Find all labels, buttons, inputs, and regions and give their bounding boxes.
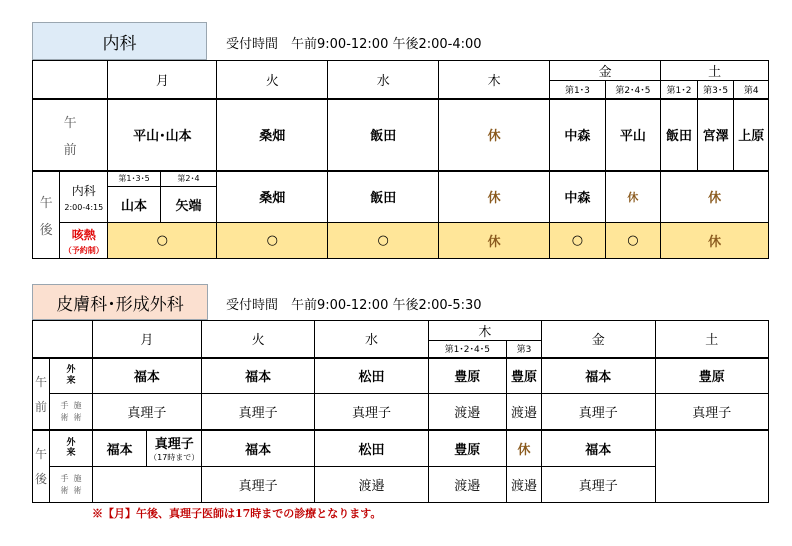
naika-day-sat: 土 bbox=[661, 61, 769, 81]
naika-sat-week-3: 第4 bbox=[734, 81, 769, 99]
hifuka-schedule-table bbox=[32, 320, 769, 503]
hifuka-title: 皮膚科･形成外科 bbox=[32, 284, 208, 320]
naika-day-wed: 水 bbox=[328, 61, 439, 99]
hifuka-pm-label: 午 後 bbox=[33, 430, 50, 503]
hifuka-am-gairai-tue: 福本 bbox=[201, 358, 314, 394]
hifuka-pm-shisetsu-mon bbox=[92, 467, 201, 503]
naika-pm-mon-week-1: 第1･3･5 bbox=[108, 171, 160, 187]
hifuka-day-wed: 水 bbox=[315, 321, 428, 358]
naika-title: 内科 bbox=[32, 22, 207, 60]
hifuka-pm-gairai-tue: 福本 bbox=[201, 430, 314, 467]
naika-am-fri-2: 平山 bbox=[605, 99, 661, 171]
naika-hours: 受付時間 午前9:00-12:00 午後2:00-4:00 bbox=[226, 37, 482, 52]
hifuka-am-shisetsu-sat: 真理子 bbox=[655, 394, 769, 430]
naika-day-thu: 木 bbox=[439, 61, 550, 99]
naika-am-sat-3: 上原 bbox=[734, 99, 769, 171]
hifuka-am-gairai-mon: 福本 bbox=[92, 358, 201, 394]
naika-pm-label: 午 後 bbox=[33, 171, 60, 259]
hifuka-day-mon: 月 bbox=[92, 321, 201, 358]
naika-day-fri: 金 bbox=[550, 61, 661, 81]
hifuka-pm-sat bbox=[655, 430, 769, 503]
naika-day-tue: 火 bbox=[217, 61, 328, 99]
naika-pm-mon-1: 山本 bbox=[108, 187, 160, 223]
hifuka-pm-gairai-label: 外 来 bbox=[50, 430, 93, 467]
naika-fever-fri-2: ○ bbox=[605, 223, 661, 259]
naika-pm-thu: 休 bbox=[439, 171, 550, 223]
naika-am-thu: 休 bbox=[439, 99, 550, 171]
hifuka-day-thu: 木 bbox=[428, 321, 541, 341]
naika-fever-sat: 休 bbox=[661, 223, 769, 259]
hifuka-pm-gairai-fri: 福本 bbox=[542, 430, 655, 467]
naika-fever-fri-1: ○ bbox=[550, 223, 605, 259]
naika-fri-week-2: 第2･4･5 bbox=[605, 81, 661, 99]
hifuka-corner bbox=[33, 321, 93, 358]
naika-pm-naika-label: 内科 2:00-4:15 bbox=[60, 171, 108, 223]
naika-fever-tue: ○ bbox=[217, 223, 328, 259]
hifuka-hours: 受付時間 午前9:00-12:00 午後2:00-5:30 bbox=[226, 298, 482, 313]
hifuka-day-fri: 金 bbox=[542, 321, 655, 358]
hifuka-footnote: ※【月】午後、真理子医師は17時までの診療となります。 bbox=[92, 507, 382, 520]
hifuka-am-label: 午 前 bbox=[33, 358, 50, 430]
naika-am-sat-1: 飯田 bbox=[661, 99, 698, 171]
hifuka-am-shisetsu-thu-2: 渡邉 bbox=[506, 394, 541, 430]
hifuka-day-sat: 土 bbox=[655, 321, 769, 358]
hifuka-thu-week-1: 第1･2･4･5 bbox=[428, 341, 506, 358]
hifuka-am-gairai-label: 外 来 bbox=[50, 358, 93, 394]
hifuka-am-gairai-sat: 豊原 bbox=[655, 358, 769, 394]
naika-am-label: 午 前 bbox=[33, 99, 108, 171]
hifuka-am-shisetsu-thu-1: 渡邉 bbox=[428, 394, 506, 430]
hifuka-am-shisetsu-fri: 真理子 bbox=[542, 394, 655, 430]
naika-am-sat-2: 宮澤 bbox=[697, 99, 734, 171]
hifuka-pm-gairai-thu-1: 豊原 bbox=[428, 430, 506, 467]
hifuka-am-shisetsu-wed: 真理子 bbox=[315, 394, 428, 430]
naika-pm-fri-2: 休 bbox=[605, 171, 661, 223]
naika-am-tue: 桑畑 bbox=[217, 99, 328, 171]
naika-fever-label: 咳熱 （予約制） bbox=[60, 223, 108, 259]
naika-pm-sat: 休 bbox=[661, 171, 769, 223]
hifuka-pm-gairai-wed: 松田 bbox=[315, 430, 428, 467]
naika-day-mon: 月 bbox=[108, 61, 217, 99]
naika-sat-week-2: 第3･5 bbox=[697, 81, 734, 99]
hifuka-pm-gairai-mon-1: 福本 bbox=[92, 430, 147, 467]
naika-am-mon: 平山･山本 bbox=[108, 99, 217, 171]
naika-schedule-table bbox=[32, 60, 769, 259]
naika-pm-tue: 桑畑 bbox=[217, 171, 328, 223]
hifuka-pm-shisetsu-thu-2: 渡邉 bbox=[506, 467, 541, 503]
hifuka-pm-gairai-mon-2: 真理子 （17時まで） bbox=[147, 430, 202, 467]
hifuka-am-gairai-wed: 松田 bbox=[315, 358, 428, 394]
hifuka-pm-shujutsu-label: 手 施 術 術 bbox=[50, 467, 93, 503]
hifuka-am-gairai-thu-2: 豊原 bbox=[506, 358, 541, 394]
naika-am-wed: 飯田 bbox=[328, 99, 439, 171]
naika-fever-wed: ○ bbox=[328, 223, 439, 259]
naika-corner bbox=[33, 61, 108, 99]
naika-fri-week-1: 第1･3 bbox=[550, 81, 605, 99]
naika-pm-fri-1: 中森 bbox=[550, 171, 605, 223]
naika-am-fri-1: 中森 bbox=[550, 99, 605, 171]
hifuka-am-gairai-fri: 福本 bbox=[542, 358, 655, 394]
hifuka-pm-gairai-thu-2: 休 bbox=[506, 430, 541, 467]
hifuka-pm-shisetsu-thu-1: 渡邉 bbox=[428, 467, 506, 503]
hifuka-day-tue: 火 bbox=[201, 321, 314, 358]
hifuka-pm-shisetsu-fri: 真理子 bbox=[542, 467, 655, 503]
hifuka-thu-week-2: 第3 bbox=[506, 341, 541, 358]
naika-fever-thu: 休 bbox=[439, 223, 550, 259]
hifuka-am-shisetsu-tue: 真理子 bbox=[201, 394, 314, 430]
naika-pm-wed: 飯田 bbox=[328, 171, 439, 223]
hifuka-pm-shisetsu-tue: 真理子 bbox=[201, 467, 314, 503]
naika-sat-week-1: 第1･2 bbox=[661, 81, 698, 99]
naika-pm-mon-week-2: 第2･4 bbox=[160, 171, 217, 187]
hifuka-am-shisetsu-mon: 真理子 bbox=[92, 394, 201, 430]
naika-pm-mon-2: 矢端 bbox=[160, 187, 217, 223]
hifuka-pm-shisetsu-wed: 渡邉 bbox=[315, 467, 428, 503]
hifuka-am-shujutsu-label: 手 施 術 術 bbox=[50, 394, 93, 430]
naika-fever-mon: ○ bbox=[108, 223, 217, 259]
hifuka-am-gairai-thu-1: 豊原 bbox=[428, 358, 506, 394]
